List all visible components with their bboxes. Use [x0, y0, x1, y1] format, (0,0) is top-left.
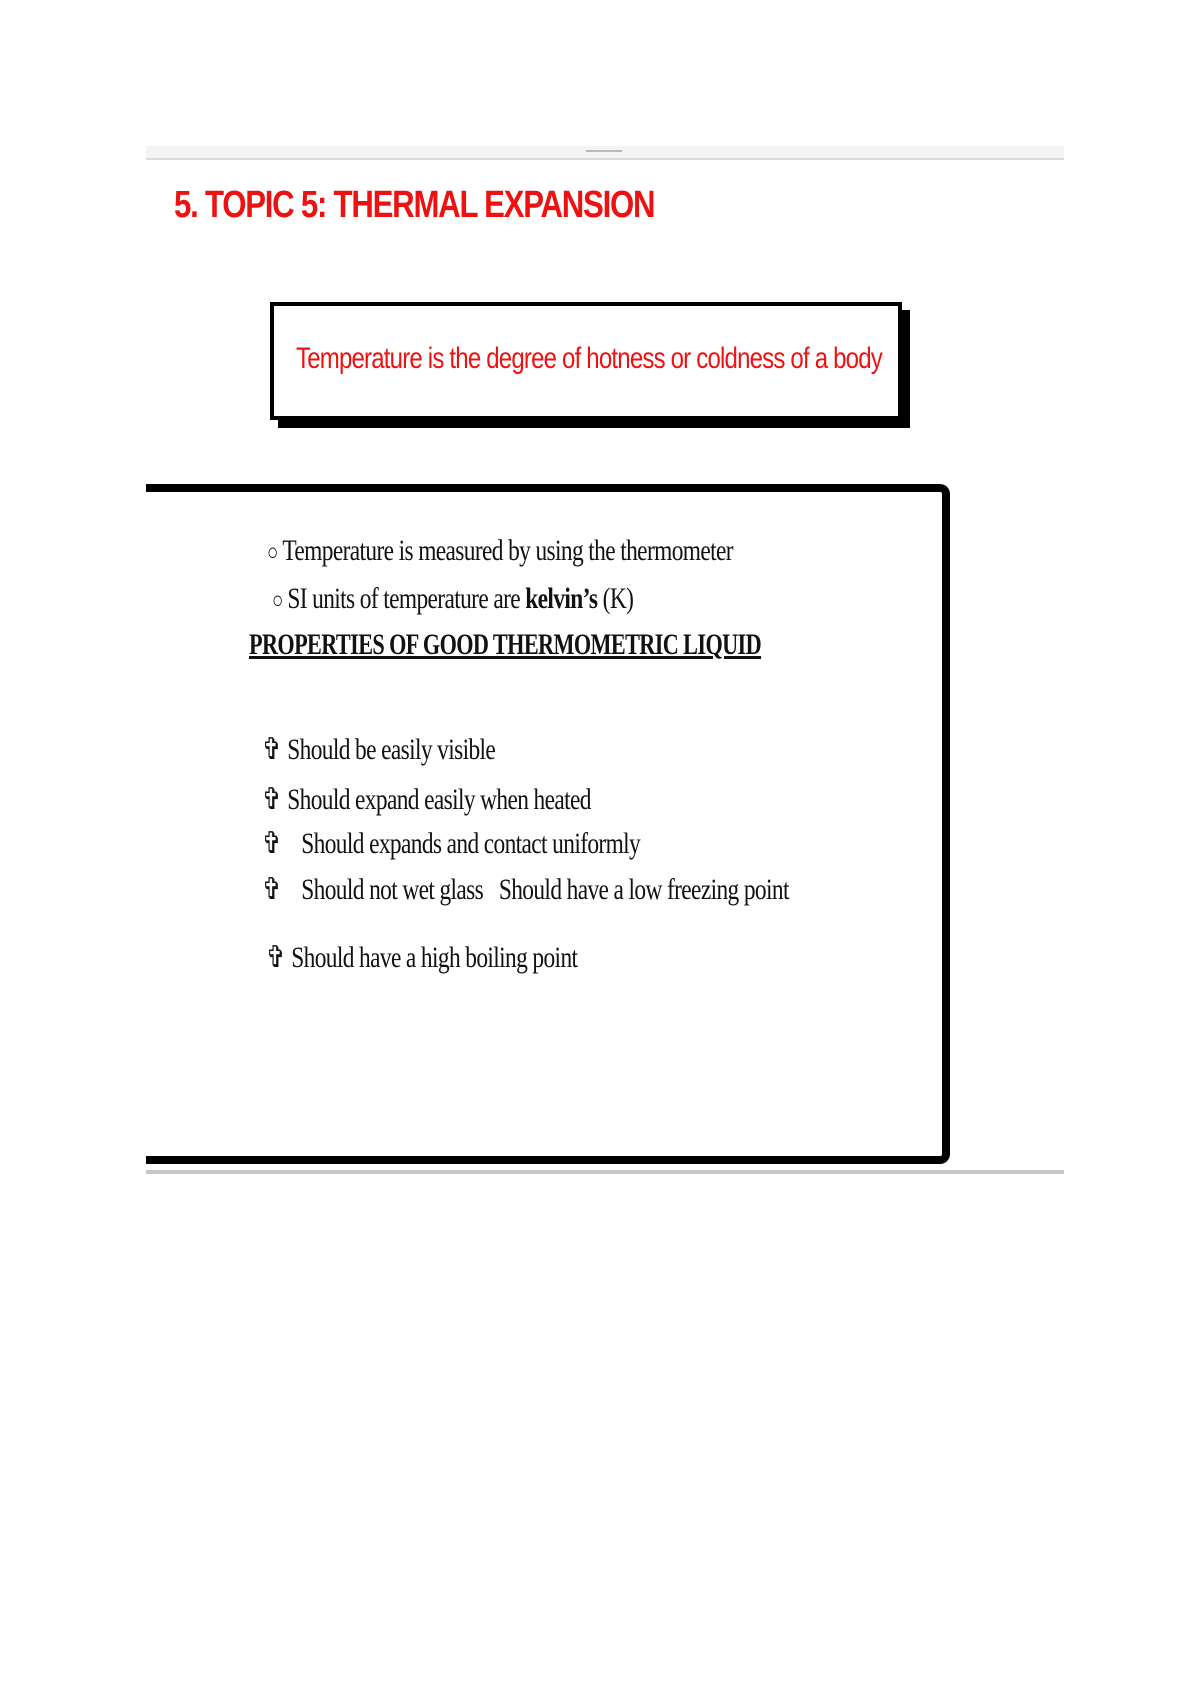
- property-text: Should not wet glass Should have a low freezing point: [301, 873, 789, 906]
- property-item: [262, 872, 789, 907]
- property-text: Should be easily visible: [287, 733, 496, 766]
- fact-text-bold: kelvin’s: [525, 582, 598, 615]
- top-rule-tick: [586, 150, 622, 152]
- definition-text: Temperature is the degree of hotness or coldness of a body: [296, 342, 882, 375]
- circle-bullet-icon: ○: [267, 540, 278, 566]
- bottom-rule: [146, 1170, 1064, 1174]
- page-title: 5. TOPIC 5: THERMAL EXPANSION: [174, 184, 655, 226]
- property-item: [262, 826, 640, 861]
- cross-bullet-icon: ✞: [262, 783, 281, 816]
- definition-box: [270, 302, 902, 420]
- fact-text-suffix: (K): [597, 582, 634, 615]
- fact-item: [267, 534, 733, 568]
- top-rule: [146, 146, 1064, 160]
- cross-bullet-icon: ✞: [262, 733, 281, 766]
- properties-heading: PROPERTIES OF GOOD THERMOMETRIC LIQUID: [249, 628, 762, 661]
- property-item: [262, 782, 591, 817]
- property-text: Should have a high boiling point: [291, 941, 578, 974]
- fact-text: Temperature is measured by using the thermometer: [282, 534, 733, 567]
- fact-text: SI units of temperature are: [287, 582, 526, 615]
- cross-bullet-icon: ✞: [262, 873, 281, 906]
- property-text: Should expands and contact uniformly: [301, 827, 641, 860]
- fact-item: [272, 582, 633, 616]
- property-item: [262, 732, 495, 767]
- property-item: [266, 940, 577, 975]
- cross-bullet-icon: ✞: [266, 941, 285, 974]
- cross-bullet-icon: ✞: [262, 827, 281, 860]
- circle-bullet-icon: ○: [272, 588, 283, 614]
- property-text: Should expand easily when heated: [287, 783, 591, 816]
